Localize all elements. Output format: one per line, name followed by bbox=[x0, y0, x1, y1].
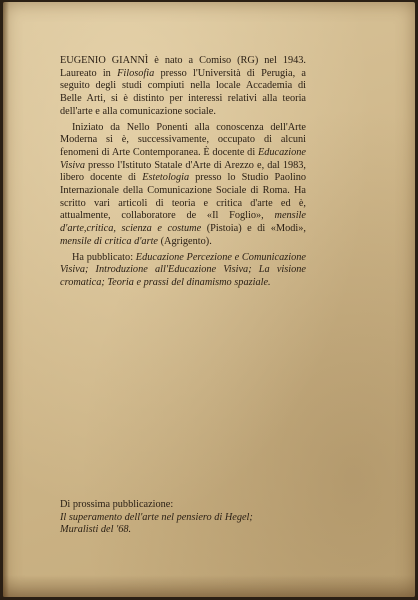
upcoming-publications bbox=[60, 499, 340, 537]
book-back-cover bbox=[3, 2, 415, 597]
cover-wear bbox=[3, 575, 415, 597]
upcoming-title-muralisti: Muralisti del '68. bbox=[60, 524, 132, 536]
bio-paragraph-birth: EUGENIO GIANNÌ è nato a Comiso (RG) nel 1943. Laureato in Filosofia presso l'Università di Perugia, a seguito degli studi compiuti nella locale Accademia di Belle Arti, si è distinto per interessi relativi alla teoria dell'arte e alla comunicazione sociale. bbox=[60, 55, 306, 117]
author-biography bbox=[60, 55, 306, 293]
bio-paragraph-career: Iniziato da Nello Ponenti alla conoscenza dell'Arte Moderna si è, successivamente, occupato di alcuni fenomeni di Arte Contemporanea. È docente di Educazione Visiva presso l'Istituto Statale d'Arte di Arezzo e, dal 1983, libero docente di Estetologia presso lo Studio Paolino Internazionale della Comunicazione Sociale di Roma. Ha scritto vari articoli di teoria e critica d'arte ed è, attualmente, collaboratore de «Il Foglio», mensile d'arte,critica, scienza e costume (Pistoia) e di «Modi», mensile di critica d'arte (Agrigento). bbox=[60, 121, 306, 247]
bio-paragraph-publications: Ha pubblicato: Educazione Percezione e Comunicazione Visiva; Introduzione all'Educazione Visiva; La visione cromatica; Teoria e prassi del dinamismo spaziale. bbox=[60, 251, 306, 288]
upcoming-title-hegel: Il superamento dell'arte nel pensiero di Hegel; bbox=[60, 511, 253, 523]
upcoming-heading: Di prossima pubblicazione: bbox=[60, 499, 174, 510]
spine-shadow bbox=[3, 2, 9, 597]
